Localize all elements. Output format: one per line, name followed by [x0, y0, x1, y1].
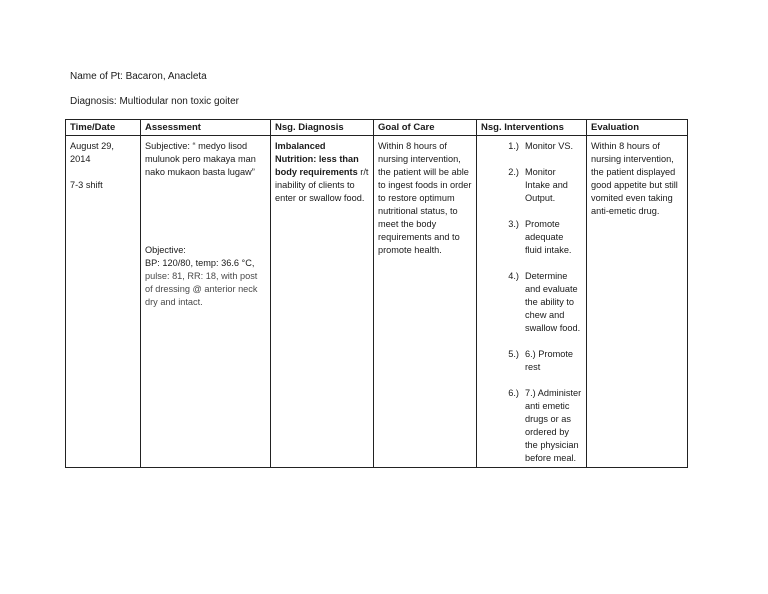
objective-rest: pulse: 81, RR: 18, with post of dressing @ anterior neck dry and intact.: [145, 271, 258, 307]
header-nsg-interventions: Nsg. Interventions: [477, 120, 587, 136]
care-plan-table: [65, 119, 688, 468]
list-item: 6.) 7.) Administer anti emetic drugs or as ordered by the physician before meal.: [508, 388, 582, 463]
header-assessment: Assessment: [141, 120, 271, 136]
header-time-date: Time/Date: [66, 120, 141, 136]
cell-evaluation: Within 8 hours of nursing intervention, the patient displayed good appetite but still vomited even taking anti-emetic drug.: [587, 136, 688, 468]
cell-time-date: [66, 136, 141, 468]
intervention-list: [481, 140, 582, 465]
header-nsg-diagnosis: Nsg. Diagnosis: [271, 120, 374, 136]
objective-label: Objective:: [145, 245, 186, 255]
list-item: 5.) 6.) Promote rest: [508, 349, 573, 372]
date-text: August 29, 2014: [70, 141, 114, 164]
header-goal-of-care: Goal of Care: [374, 120, 477, 136]
patient-name: Name of Pt: Bacaron, Anacleta: [70, 71, 207, 82]
cell-nsg-diagnosis: [271, 136, 374, 468]
cell-nsg-interventions: [477, 136, 587, 468]
list-item: 2.) Monitor Intake and Output.: [508, 167, 568, 203]
table-row: [66, 136, 688, 468]
list-item: 3.) Promote adequate fluid intake.: [508, 219, 572, 255]
cell-goal-of-care: Within 8 hours of nursing intervention, the patient will be able to ingest foods in order to restore optimum nutritional status, to meet the body requirements and to promote health.: [374, 136, 477, 468]
diagnosis-bold: Imbalanced Nutrition: less than body requirements: [275, 141, 359, 177]
objective-vitals: BP: 120/80, temp: 36.6 °C,: [145, 258, 255, 268]
diagnosis-line: Diagnosis: Multiodular non toxic goiter: [70, 96, 239, 107]
header-evaluation: Evaluation: [587, 120, 688, 136]
shift-text: 7-3 shift: [70, 180, 103, 190]
diagnosis-rest: r/t inability of clients to enter or swallow food.: [275, 167, 369, 203]
list-item: 1.) Monitor VS.: [508, 141, 573, 151]
cell-assessment: [141, 136, 271, 468]
table-header-row: [66, 120, 688, 136]
list-item: 4.) Determine and evaluate the ability to chew and swallow food.: [508, 271, 581, 333]
subjective-text: Subjective: “ medyo lisod mulunok pero makaya man nako mukaon basta lugaw”: [145, 141, 256, 177]
